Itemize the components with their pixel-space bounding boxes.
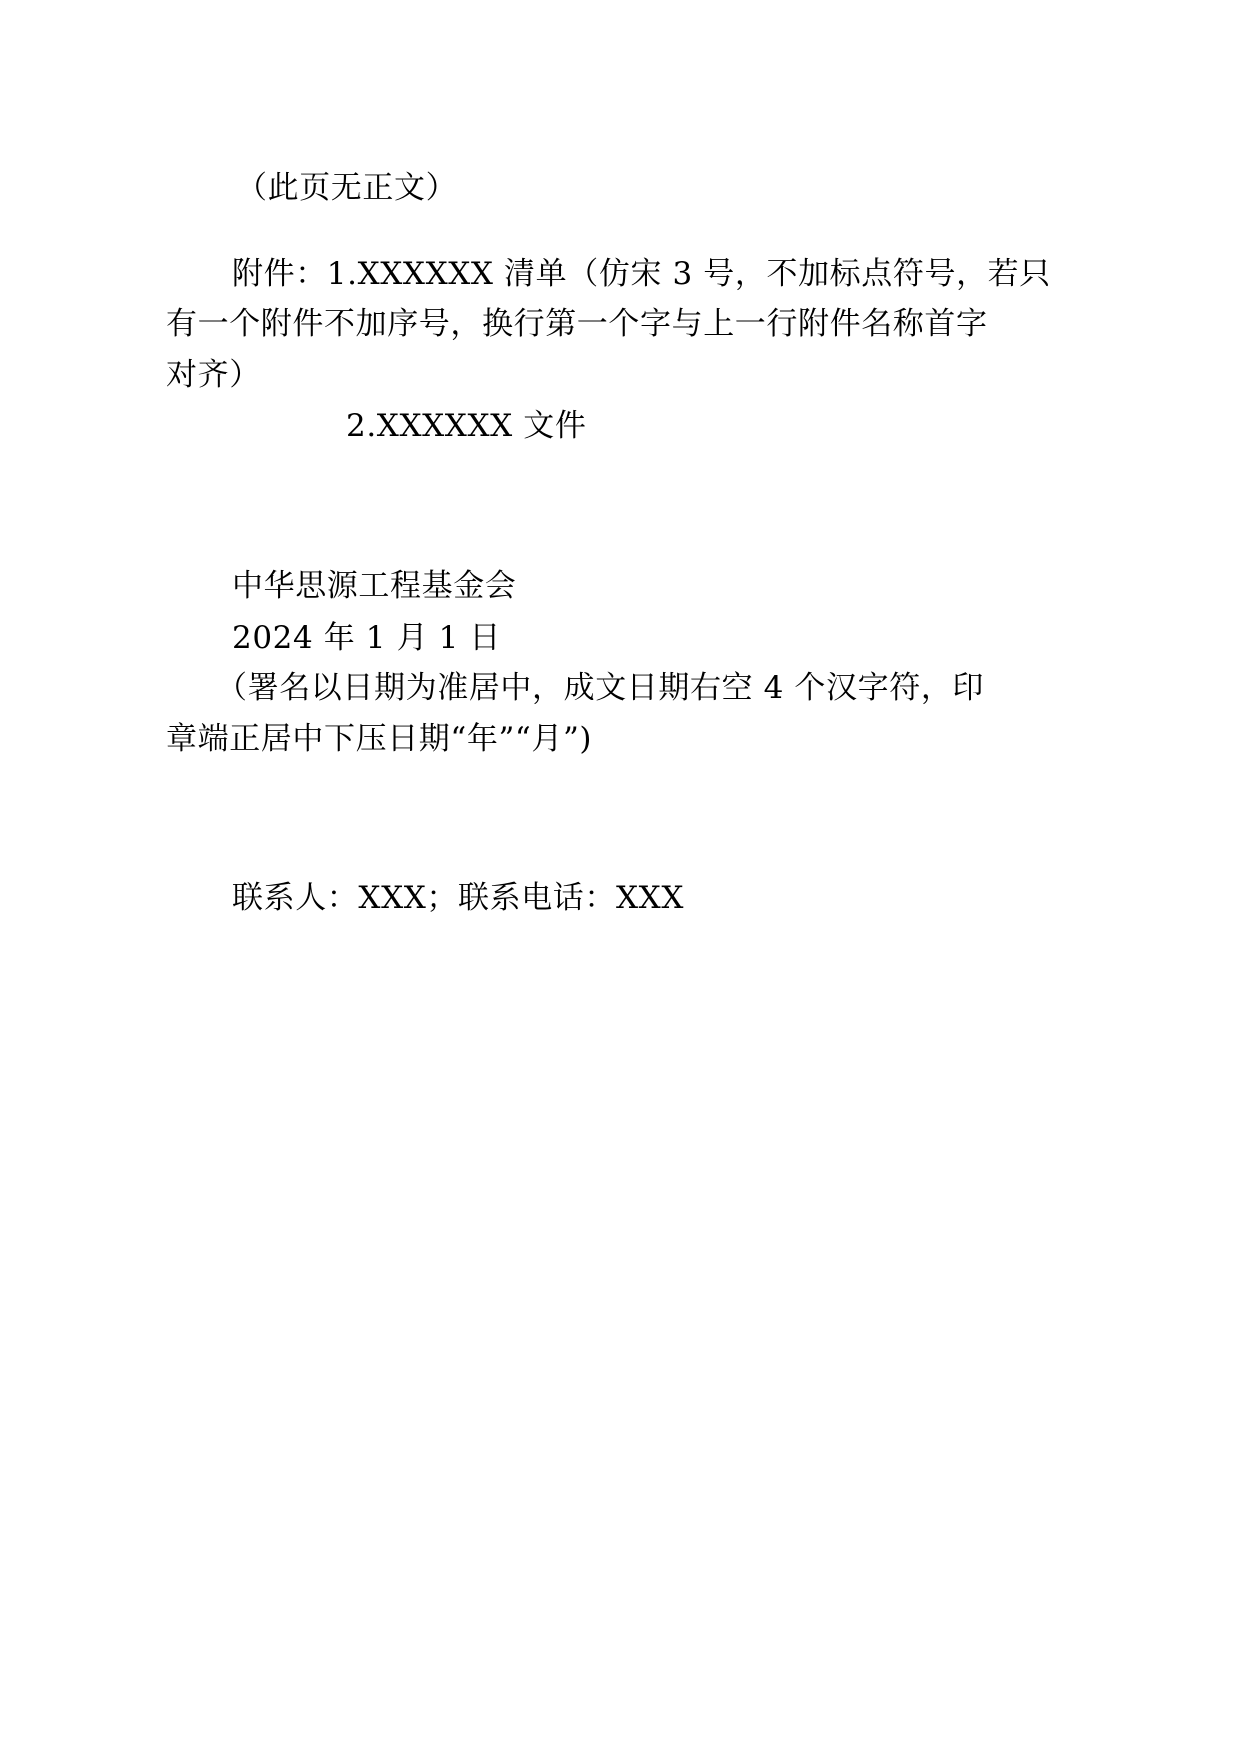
attachment-line-2: 有一个附件不加序号，换行第一个字与上一行附件名称首字 — [166, 306, 988, 342]
signature-note-line-1: （署名以日期为准居中，成文日期右空 4 个汉字符，印 — [216, 670, 985, 706]
attachment-line-3: 对齐） — [166, 357, 261, 393]
attachment-line-1: 附件：1.XXXXXX 清单（仿宋 3 号，不加标点符号，若只 — [232, 256, 1051, 292]
no-body-note: （此页无正文） — [236, 170, 458, 206]
contact-info: 联系人：XXX；联系电话：XXX — [232, 880, 685, 916]
attachment-item-2: 2.XXXXXX 文件 — [346, 408, 587, 444]
signature-note-line-2: 章端正居中下压日期“年”“月”) — [166, 721, 593, 757]
signature-date: 2024 年 1 月 1 日 — [232, 620, 502, 656]
signature-organization: 中华思源工程基金会 — [232, 568, 517, 604]
